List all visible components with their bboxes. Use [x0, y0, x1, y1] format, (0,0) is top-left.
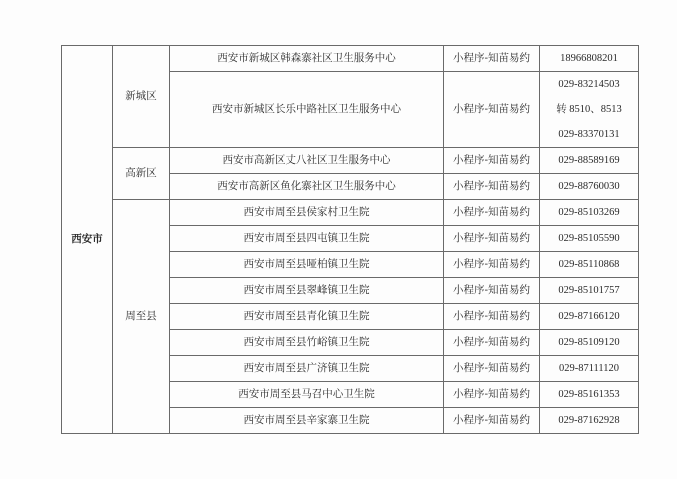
phone-number: 029-85103269	[558, 207, 620, 218]
phone-cell	[540, 72, 639, 148]
phone-number: 18966808201	[560, 53, 618, 64]
phone-number: 029-85110868	[558, 259, 620, 270]
phone-cell	[540, 174, 639, 200]
facility-name-cell: 西安市周至县辛家寨卫生院	[170, 408, 444, 434]
phone-number: 029-87111120	[558, 363, 620, 374]
phone-number: 029-83370131	[558, 129, 620, 140]
booking-method-cell: 小程序-知苗易约	[444, 252, 540, 278]
table-row	[62, 148, 639, 174]
booking-method-cell: 小程序-知苗易约	[444, 356, 540, 382]
booking-method-cell: 小程序-知苗易约	[444, 226, 540, 252]
booking-method-cell: 小程序-知苗易约	[444, 174, 540, 200]
facility-name-cell: 西安市新城区长乐中路社区卫生服务中心	[170, 72, 444, 148]
phone-cell	[540, 330, 639, 356]
district-cell: 周至县	[113, 200, 170, 434]
booking-method-cell: 小程序-知苗易约	[444, 330, 540, 356]
facility-name-cell: 西安市新城区韩森寨社区卫生服务中心	[170, 46, 444, 72]
facility-name-cell: 西安市高新区丈八社区卫生服务中心	[170, 148, 444, 174]
phone-number: 029-85161353	[558, 389, 620, 400]
phone-cell	[540, 382, 639, 408]
booking-method-cell: 小程序-知苗易约	[444, 408, 540, 434]
phone-number: 029-88589169	[558, 155, 620, 166]
phone-cell	[540, 46, 639, 72]
phone-number: 029-85101757	[558, 285, 620, 296]
facility-name-cell: 西安市周至县四屯镇卫生院	[170, 226, 444, 252]
booking-method-cell: 小程序-知苗易约	[444, 200, 540, 226]
facility-name-cell: 西安市周至县广济镇卫生院	[170, 356, 444, 382]
facility-name-cell: 西安市高新区鱼化寨社区卫生服务中心	[170, 174, 444, 200]
booking-method-cell: 小程序-知苗易约	[444, 304, 540, 330]
booking-method-cell: 小程序-知苗易约	[444, 278, 540, 304]
city-cell: 西安市	[62, 46, 113, 434]
table-body	[62, 46, 639, 434]
phone-number: 029-85109120	[558, 337, 620, 348]
phone-cell	[540, 252, 639, 278]
facility-name-cell: 西安市周至县翠峰镇卫生院	[170, 278, 444, 304]
facility-name-cell: 西安市周至县侯家村卫生院	[170, 200, 444, 226]
booking-method-cell: 小程序-知苗易约	[444, 72, 540, 148]
facility-name-cell: 西安市周至县哑柏镇卫生院	[170, 252, 444, 278]
booking-method-cell: 小程序-知苗易约	[444, 382, 540, 408]
phone-number: 029-87162928	[558, 415, 620, 426]
phone-cell	[540, 148, 639, 174]
booking-method-cell: 小程序-知苗易约	[444, 148, 540, 174]
facility-name-cell: 西安市周至县竹峪镇卫生院	[170, 330, 444, 356]
table-row	[62, 200, 639, 226]
phone-number: 029-85105590	[558, 233, 620, 244]
phone-cell	[540, 356, 639, 382]
district-cell: 新城区	[113, 46, 170, 148]
table-row	[62, 46, 639, 72]
vaccination-site-table	[61, 45, 639, 434]
phone-cell	[540, 226, 639, 252]
phone-cell	[540, 200, 639, 226]
facility-name-cell: 西安市周至县马召中心卫生院	[170, 382, 444, 408]
phone-number: 转 8510、8513	[556, 104, 622, 115]
phone-cell	[540, 278, 639, 304]
facility-name-cell: 西安市周至县青化镇卫生院	[170, 304, 444, 330]
phone-number: 029-87166120	[558, 311, 620, 322]
district-cell: 高新区	[113, 148, 170, 200]
phone-cell	[540, 408, 639, 434]
phone-number: 029-83214503	[558, 79, 620, 90]
phone-number: 029-88760030	[558, 181, 620, 192]
phone-cell	[540, 304, 639, 330]
booking-method-cell: 小程序-知苗易约	[444, 46, 540, 72]
